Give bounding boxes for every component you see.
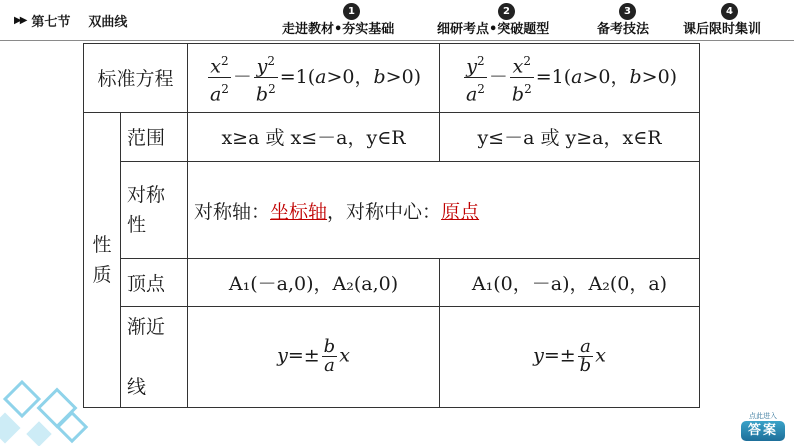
symmetry-axis-answer: 坐标轴 — [270, 200, 328, 223]
table-row-symmetry — [84, 162, 700, 259]
standard-equation-x-axis: $\frac{x^2}{a^2}$ － $\frac{y^2}{b^2}$ =1(a>0，b>0) — [188, 44, 440, 113]
top-navigation — [0, 0, 794, 40]
property-group-label: 性 质 — [84, 112, 121, 407]
table-row-standard-equation — [84, 44, 700, 113]
symmetry-center-answer: 原点 — [441, 200, 480, 223]
header-divider — [0, 40, 794, 41]
asymptote-x-axis: y=± $\frac{b}{a}$ x — [188, 306, 440, 407]
vertex-y-axis: A₁(0，－a)，A₂(0，a) — [440, 259, 700, 306]
nav-badge-2: 2 — [498, 3, 515, 20]
table-row-range — [84, 112, 700, 162]
symmetry-label: 对称 性 — [121, 162, 188, 259]
standard-equation-label: 标准方程 — [84, 44, 188, 113]
hyperbola-properties-table — [83, 43, 700, 408]
table-row-asymptote — [84, 306, 700, 407]
diamond-decoration — [0, 365, 110, 446]
breadcrumb-section: 第七节 — [31, 15, 71, 30]
nav-badge-4: 4 — [721, 3, 738, 20]
range-label: 范围 — [121, 112, 188, 162]
range-y-axis: y≤－a 或 y≥a，x∈R — [440, 112, 700, 162]
breadcrumb-title: 双曲线 — [88, 15, 128, 30]
range-x-axis: x≥a 或 x≤－a，y∈R — [188, 112, 440, 162]
nav-badge-1: 1 — [343, 3, 360, 20]
breadcrumb — [14, 11, 127, 30]
standard-equation-y-axis: $\frac{y^2}{a^2}$ － $\frac{x^2}{b^2}$ =1(a>0，b>0) — [440, 44, 700, 113]
answer-button[interactable] — [737, 411, 789, 443]
answer-caption: 点此进入 — [749, 412, 777, 420]
vertex-label: 顶点 — [121, 259, 188, 306]
nav-badge-3: 3 — [619, 3, 636, 20]
nav-tab-techniques[interactable]: 备考技法 — [597, 22, 650, 37]
table-row-vertex — [84, 259, 700, 306]
nav-tab-textbook[interactable]: 走进教材•夯实基础 — [282, 22, 395, 37]
nav-tab-exam-points[interactable]: 细研考点•突破题型 — [437, 22, 550, 37]
double-arrow-icon: ▶▶ — [14, 15, 26, 26]
asymptote-label: 渐近 线 — [121, 306, 188, 407]
nav-tab-homework[interactable]: 课后限时集训 — [683, 22, 762, 37]
vertex-x-axis: A₁(－a,0)，A₂(a,0) — [188, 259, 440, 306]
answer-label: 答案 — [741, 421, 785, 441]
asymptote-y-axis: y=± $\frac{a}{b}$ x — [440, 306, 700, 407]
symmetry-content: 对称轴：坐标轴，对称中心：原点 — [188, 162, 700, 259]
